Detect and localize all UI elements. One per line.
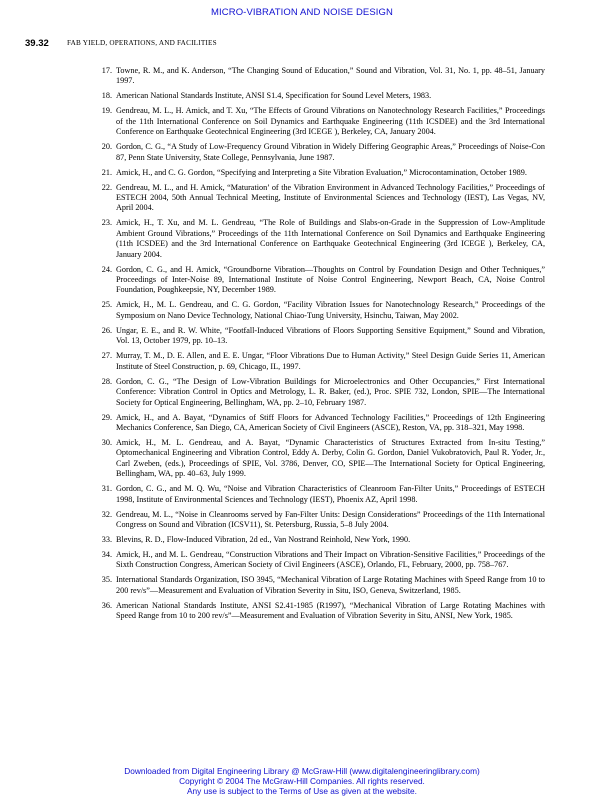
reference-number: 31.: [101, 484, 112, 494]
reference-item: [98, 413, 545, 434]
reference-text: Gendreau, M. L., H. Amick, and T. Xu, “The Effects of Ground Vibrations on Nanotechnology Research Facilities,” Proceedings of the 11th International Conference on Soil Dynamics and Earthquake Engineering (11th ICSDEE) and the 3rd International Conference on Earthquake Geotechnical Engineering (3rd ICEGE ), Berkeley, CA, January 2004.: [116, 106, 545, 137]
reference-item: [98, 91, 545, 101]
reference-number: 19.: [101, 106, 112, 116]
reference-number: 20.: [101, 142, 112, 152]
reference-text: Amick, H., and M. L. Gendreau, “Construction Vibrations and Their Impact on Vibration-Sensitive Facilities,” Proceedings of the Sixth Construction Congress, American Society of Civil Engineers (ASCE), Orlando, FL, February, 2000, pp. 758–767.: [116, 549, 545, 570]
reference-number: 35.: [101, 575, 112, 585]
footer-copyright: Copyright © 2004 The McGraw-Hill Companies. All rights reserved.: [179, 776, 425, 786]
reference-number: 29.: [101, 412, 112, 422]
reference-text: Amick, H., M. L. Gendreau, and A. Bayat, “Dynamic Characteristics of Structures Extracted from In-situ Testing,” Optomechanical Engineering and Vibration Control, Eddy A. Derby, Colin G. Gordon, Daniel Vukobratovich, Paul R. Yoder, Jr., Carl Zweben, (eds.), Proceedings of SPIE, Vol. 3786, Denver, CO, SPIE—The International Society for Optical Engineering, Bellingham, WA, pp. 40–63, July 1999.: [116, 437, 545, 479]
reference-number: 18.: [101, 91, 112, 101]
reference-list: [98, 66, 545, 626]
reference-number: 24.: [101, 264, 112, 274]
reference-number: 33.: [101, 534, 112, 544]
reference-text: Gendreau, M. L., and H. Amick, “Maturation’ of the Vibration Environment in Advanced Technology Facilities,” Proceedings of ESTECH 2004, 50th Annual Technical Meeting, Institute of Environmental Sciences and Technology (IEST), Las Vegas, NV, April 2004.: [116, 182, 545, 213]
reference-number: 23.: [101, 218, 112, 228]
reference-item: [98, 484, 545, 505]
page-header: [25, 38, 585, 52]
reference-number: 32.: [101, 509, 112, 519]
reference-text: Gordon, C. G., “The Design of Low-Vibration Buildings for Microelectronics and Other Occupancies,” First International Conference: Vibration Control in Optics and Metrology, L. R. Baker, (ed.), Proc. SPIE 732, London, SPIE—The International Society for Optical Engineering, Bellingham, WA, pp. 2–10, February 1987.: [116, 376, 545, 407]
reference-text: Blevins, R. D., Flow-Induced Vibration, 2d ed., Van Nostrand Reinhold, New York, 1990.: [116, 534, 411, 544]
reference-text: Ungar, E. E., and R. W. White, “Footfall-Induced Vibrations of Floors Supporting Sensitive Equipment,” Sound and Vibration, Vol. 13, October 1979, pp. 10–13.: [116, 325, 545, 346]
reference-text: Gordon, C. G., and M. Q. Wu, “Noise and Vibration Characteristics of Cleanroom Fan-Filter Units,” Proceedings of ESTECH 1998, Institute of Environmental Sciences and Technology (IEST), Phoenix AZ, April 1998.: [116, 484, 545, 504]
reference-number: 22.: [101, 182, 112, 192]
reference-item: [98, 218, 545, 260]
reference-item: [98, 575, 545, 596]
reference-item: [98, 326, 545, 347]
reference-item: [98, 300, 545, 321]
reference-text: Amick, H., M. L. Gendreau, and C. G. Gordon, “Facility Vibration Issues for Nanotechnology Research,” Proceedings of the Symposium on Nano Device Technology, National Chiao-Tung University, Hsinchu, Taiwan, May 2002.: [116, 300, 545, 320]
book-title-banner: MICRO-VIBRATION AND NOISE DESIGN: [211, 7, 393, 18]
reference-number: 36.: [101, 600, 112, 610]
reference-text: Towne, R. M., and K. Anderson, “The Changing Sound of Education,” Sound and Vibration, Vol. 31, No. 1, pp. 48–51, January 1997.: [116, 66, 545, 86]
page-number: 39.32: [25, 38, 49, 49]
section-title: FAB YIELD, OPERATIONS, AND FACILITIES: [67, 39, 217, 47]
reference-text: Amick, H., T. Xu, and M. L. Gendreau, “The Role of Buildings and Slabs-on-Grade in the Suppression of Low-Amplitude Ambient Ground Vibrations,” Proceedings of the 11th International Conference on Soil Dynamics and Earthquake Engineering (11th ICSDEE) and the 3rd International Conference on Earthquake Geotechnical Engineering (3rd ICEGE ), Berkeley, CA, January 2004.: [116, 218, 545, 259]
reference-text: American National Standards Institute, ANSI S1.4, Specification for Sound Level Meters, 1983.: [116, 91, 432, 101]
footer-terms: Any use is subject to the Terms of Use as given at the website.: [187, 786, 417, 796]
reference-text: American National Standards Institute, ANSI S2.41-1985 (R1997), “Mechanical Vibration of Large Rotating Machines with Speed Range from 10 to 200 rev/s”—Measurement and Evaluation of Vibration Severity in Situ, ANSI, New York, 1985.: [116, 600, 545, 621]
reference-item: [98, 535, 545, 545]
reference-number: 21.: [101, 167, 112, 177]
reference-number: 28.: [101, 376, 112, 386]
reference-item: [98, 183, 545, 214]
reference-text: International Standards Organization, ISO 3945, “Mechanical Vibration of Large Rotating Machines with Speed Range from 10 to 200 rev/s”—Measurement and Evaluation of Vibration Severity in Situ, ISO, Geneva, Switzerland, 1985.: [116, 575, 545, 595]
reference-text: Gendreau, M. L., “Noise in Cleanrooms served by Fan-Filter Units: Design Considerations” Proceedings of the 11th International Congress on Sound and Vibration (ICSV11), St. Petersburg, Russia, 5–8 July 2004.: [116, 509, 545, 529]
reference-number: 30.: [101, 437, 112, 447]
reference-item: [98, 142, 545, 163]
reference-item: [98, 265, 545, 296]
reference-number: 27.: [101, 351, 112, 361]
reference-number: 34.: [101, 549, 112, 559]
reference-item: [98, 510, 545, 531]
copyright-footer: [0, 766, 604, 796]
reference-text: Amick, H., and C. G. Gordon, “Specifying and Interpreting a Site Vibration Evaluation,” Microcontamination, October 1989.: [116, 167, 527, 177]
reference-item: [98, 351, 545, 372]
reference-item: [98, 168, 545, 178]
reference-text: Gordon, C. G., “A Study of Low-Frequency Ground Vibration in Widely Differing Geographic Areas,” Proceedings of Noise-Con 87, Penn State University, State College, Pennsylvania, June 1987.: [116, 142, 545, 162]
reference-item: [98, 438, 545, 480]
reference-item: [98, 550, 545, 571]
reference-item: [98, 601, 545, 622]
footer-download-link[interactable]: Downloaded from Digital Engineering Library @ McGraw-Hill (www.digitalengineeringlibrary.com): [124, 766, 480, 776]
reference-number: 25.: [101, 300, 112, 310]
reference-text: Gordon, C. G., and H. Amick, “Groundborne Vibration—Thoughts on Control by Foundation Design and Other Techniques,” Proceedings of Inter-Noise 89, International Institute of Noise Control Engineering, Newport Beach, CA, Noise Control Foundation, Poughkeepsie, NY, December 1989.: [116, 264, 545, 295]
reference-item: [98, 66, 545, 87]
reference-number: 17.: [101, 66, 112, 75]
reference-number: 26.: [101, 325, 112, 335]
reference-text: Murray, T. M., D. E. Allen, and E. E. Ungar, “Floor Vibrations Due to Human Activity,” Steel Design Guide Series 11, American Institute of Steel Construction, p. 69, Chicago, IL, 1997.: [116, 351, 545, 371]
reference-item: [98, 377, 545, 408]
reference-text: Amick, H., and A. Bayat, “Dynamics of Stiff Floors for Advanced Technology Facilities,” Proceedings of 12th Engineering Mechanics Conference, San Diego, CA, American Society of Civil Engineers (ASCE), Reston, VA, pp. 318–321, May 1998.: [116, 412, 545, 432]
reference-item: [98, 106, 545, 137]
